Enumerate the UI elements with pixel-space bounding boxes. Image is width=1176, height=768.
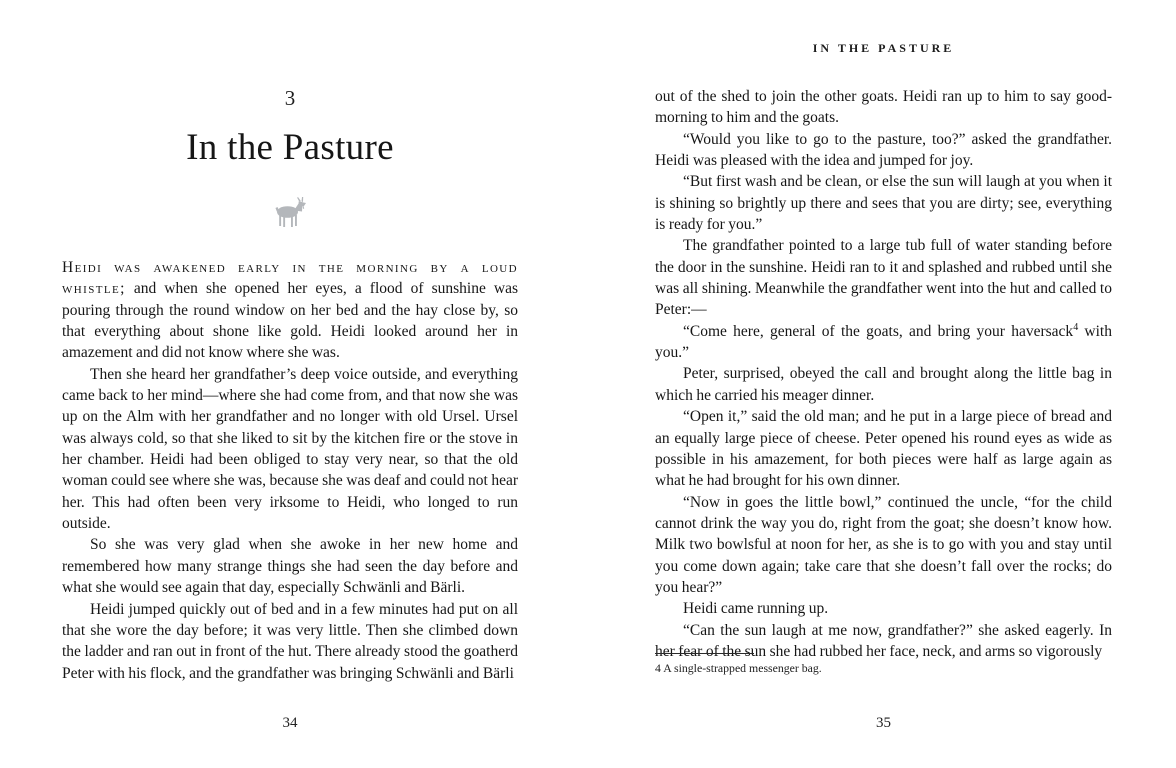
paragraph: “Now in goes the little bowl,” continued the uncle, “for the child cannot drink the way you do, right from the goat; she doesn’t know how. Milk two bowlsful at noon for her, as she is to go with you and stay until you come down again; take care that she doesn’t fall over the rocks; do you hear?”: [655, 493, 1112, 596]
paragraph: “Open it,” said the old man; and he put in a large piece of bread and an equally large piece of cheese. Peter opened his round eyes as wide as possible in his amazement, for both pieces were half as large again as what he had brought for his own dinner.: [655, 408, 1112, 490]
paragraph: [655, 321, 1112, 364]
footnote-rule: [655, 653, 754, 654]
paragraph: “Can the sun laugh at me now, grandfather?” she asked eagerly. In her fear of the sun she had rubbed her face, neck, and arms so vigorously: [655, 621, 1112, 660]
footnote: [655, 653, 1112, 676]
page-number-right: 35: [876, 715, 891, 731]
paragraph: The grandfather pointed to a large tub full of water standing before the door in the sunshine. Heidi ran to it and splashed and rubbed until she was all shining. Meanwhile the grandfather went into the hut and called to Peter:—: [655, 237, 1112, 319]
left-page-text: [62, 257, 518, 684]
right-page-text: [655, 86, 1112, 662]
paragraph-text: with you.”: [655, 322, 1112, 362]
paragraph: Heidi came running up.: [683, 600, 829, 618]
paragraph-text: and when she opened her eyes, a flood of sunshine was pouring through the round window on her bed and the hay close by, so that everything about shone like gold. Heidi looked around her in amazement and did not know where she was.: [62, 280, 518, 362]
goat-ornament-icon: [62, 197, 518, 230]
paragraph: “Would you like to go to the pasture, too?” asked the grandfather. Heidi was pleased with the idea and jumped for joy.: [655, 130, 1112, 170]
page-number-left: 34: [282, 715, 298, 731]
right-page: [655, 0, 1112, 768]
chapter-title: In the Pasture: [186, 127, 394, 168]
paragraph: So she was very glad when she awoke in her new home and remembered how many strange things she had seen the day before and what she would see again that day, especially Schwänli and Bärli.: [62, 536, 518, 597]
paragraph: “But first wash and be clean, or else the sun will laugh at you when it is shining so brightly up there and sees that you are dirty; see, everything is ready for you.”: [655, 173, 1112, 234]
running-header: IN THE PASTURE: [812, 41, 955, 55]
paragraph-text: “Come here, general of the goats, and bring your haversack: [683, 322, 1074, 340]
paragraph: Then she heard her grandfather’s deep voice outside, and everything came back to her mind—where she had come from, and that now she was up on the Alm with her grandfather and no longer with old Ursel. Ursel was always cold, so that she liked to sit by the kitchen fire or the stove in her chamber. Heidi had been obliged to stay very near, so that the old woman could see where she was, because she was deaf and could not hear her. This had often been very irksome to Heidi, who longed to run outside.: [62, 365, 518, 533]
paragraph: [62, 257, 518, 364]
chapter-number: 3: [284, 86, 296, 110]
footnote-text: 4 A single-strapped messenger bag.: [655, 661, 822, 675]
left-page: [62, 0, 518, 768]
paragraph: out of the shed to join the other goats. Heidi ran up to him to say good-morning to him and the goats.: [655, 88, 1112, 127]
paragraph: Peter, surprised, obeyed the call and brought along the little bag in which he carried his meager dinner.: [655, 365, 1112, 404]
paragraph: Heidi jumped quickly out of bed and in a few minutes had put on all that she wore the day before; it was very little. Then she climbed down the ladder and ran out in front of the hut. There already stood the goatherd Peter with his flock, and the grandfather was bringing Schwänli and Bärli: [62, 600, 518, 682]
footnote-reference: 4: [1073, 321, 1079, 333]
small-caps-lead-in: Heidi was awakened early in the morning by a loud whistle;: [62, 259, 518, 298]
